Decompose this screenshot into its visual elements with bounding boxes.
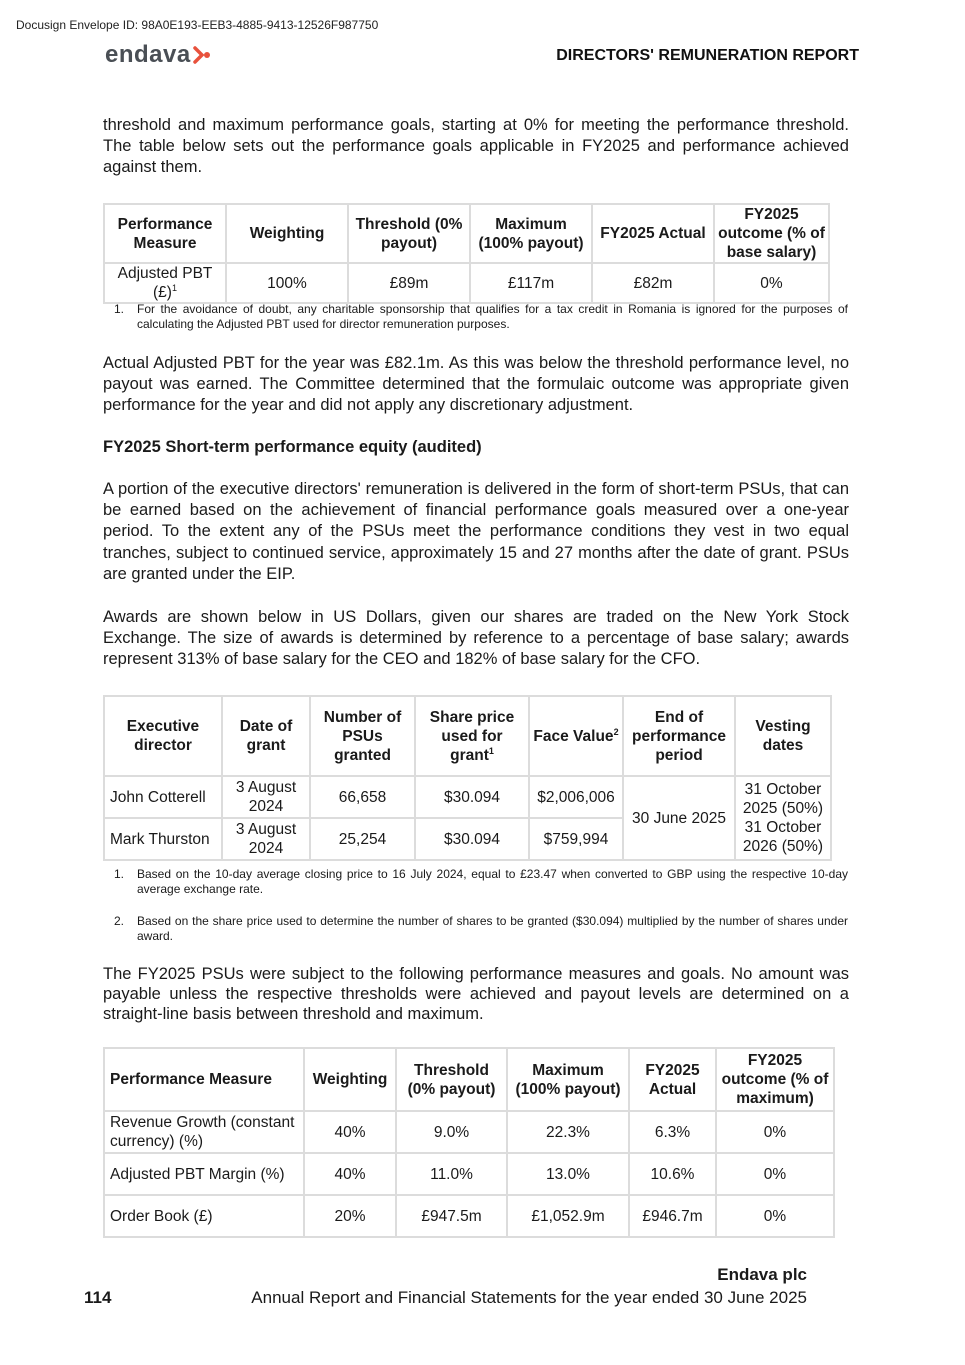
- pbt-header-threshold: Threshold (0% payout): [348, 204, 470, 263]
- pbt-header-measure: Performance Measure: [104, 204, 226, 263]
- measures-cell-measure: Order Book (£): [104, 1195, 304, 1237]
- psu-cell-face-value: $759,994: [529, 818, 623, 860]
- measures-cell-actual: 10.6%: [629, 1153, 716, 1195]
- pbt-cell-measure: Adjusted PBT (£)$^1$: [104, 263, 226, 303]
- psu-cell-number: 66,658: [310, 776, 415, 818]
- measures-cell-threshold: 11.0%: [396, 1153, 507, 1195]
- logo-mark-icon: [193, 46, 211, 64]
- measures-cell-outcome: 0%: [716, 1111, 834, 1153]
- psu-cell-number: 25,254: [310, 818, 415, 860]
- measures-cell-maximum: 13.0%: [507, 1153, 629, 1195]
- measures-cell-threshold: 9.0%: [396, 1111, 507, 1153]
- pbt-performance-table: [103, 203, 830, 304]
- psu-cell-director: John Cotterell: [104, 776, 222, 818]
- measures-cell-maximum: £1,052.9m: [507, 1195, 629, 1237]
- vesting-date-2: 31 October 2026 (50%): [742, 819, 824, 855]
- psu-cell-director: Mark Thurston: [104, 818, 222, 860]
- psu-header-end-period: End of performance period: [623, 696, 735, 776]
- measures-cell-actual: £946.7m: [629, 1195, 716, 1237]
- measures-cell-measure: Adjusted PBT Margin (%): [104, 1153, 304, 1195]
- measures-cell-measure: Revenue Growth (constant currency) (%): [104, 1111, 304, 1153]
- measures-cell-weighting: 40%: [304, 1111, 396, 1153]
- psu-header-face-value: Face Value$^2$: [529, 696, 623, 776]
- psu-cell-face-value: $2,006,006: [529, 776, 623, 818]
- footer-report-title: Annual Report and Financial Statements for the year ended 30 June 2025: [251, 1288, 807, 1307]
- psu-cell-date: 3 August 2024: [222, 776, 310, 818]
- pbt-header-maximum: Maximum (100% payout): [470, 204, 592, 263]
- psu-heading: FY2025 Short-term performance equity (audited): [103, 438, 482, 456]
- psu-cell-date: 3 August 2024: [222, 818, 310, 860]
- section-title: DIRECTORS' REMUNERATION REPORT: [556, 47, 859, 64]
- pbt-header-weighting: Weighting: [226, 204, 348, 263]
- logo-text: endava: [105, 41, 191, 68]
- measures-cell-threshold: £947.5m: [396, 1195, 507, 1237]
- psu-paragraph-2: Awards are shown below in US Dollars, given our shares are traded on the New York Stock Exchange. The size of awards is determined by reference to a percentage of base salary; awards represent 313% of base salary for the CEO and 182% of base salary for the CFO.: [103, 608, 849, 669]
- psu-cell-share-price: $30.094: [415, 818, 529, 860]
- vesting-date-1: 31 October 2025 (50%): [742, 781, 824, 817]
- psu-cell-end-period: 30 June 2025: [623, 776, 735, 860]
- psu-header-date: Date of grant: [222, 696, 310, 776]
- pbt-cell-actual: £82m: [592, 263, 714, 303]
- measures-header-threshold: Threshold (0% payout): [396, 1048, 507, 1111]
- measures-cell-weighting: 40%: [304, 1153, 396, 1195]
- measures-header-measure: Performance Measure: [104, 1048, 304, 1111]
- pbt-header-outcome: FY2025 outcome (% of base salary): [714, 204, 829, 263]
- psu-measures-table: [103, 1047, 835, 1238]
- psu-header-director: Executive director: [104, 696, 222, 776]
- page-number: 114: [84, 1288, 112, 1307]
- measures-header-weighting: Weighting: [304, 1048, 396, 1111]
- table-row: [104, 1195, 834, 1237]
- pbt-cell-outcome: 0%: [714, 263, 829, 303]
- table-row: [104, 1153, 834, 1195]
- endava-logo: [105, 40, 211, 70]
- measures-header-maximum: Maximum (100% payout): [507, 1048, 629, 1111]
- table-row: [104, 776, 831, 818]
- measures-cell-weighting: 20%: [304, 1195, 396, 1237]
- psu-header-vesting: Vesting dates: [735, 696, 831, 776]
- psu-paragraph-1: A portion of the executive directors' remuneration is delivered in the form of short-term PSUs, that can be earned based on the achievement of financial performance goals measured over a one-year period. To the extent any of the PSUs meet the performance conditions they vest in two equal tranches, subject to continued service, approximately 15 and 27 months after the date of grant. PSUs are granted under the EIP.: [103, 480, 849, 583]
- psu-grant-table: [103, 695, 832, 861]
- pbt-cell-maximum: £117m: [470, 263, 592, 303]
- measures-cell-outcome: 0%: [716, 1153, 834, 1195]
- psu-header-number: Number of PSUs granted: [310, 696, 415, 776]
- footer-company: Endava plc: [717, 1265, 807, 1284]
- psu-footnote-1: 1. Based on the 10-day average closing price to 16 July 2024, equal to £23.47 when converted to GBP using the respective 10-day average exchange rate.: [114, 867, 848, 896]
- measures-header-actual: FY2025 Actual: [629, 1048, 716, 1111]
- pbt-footnote: 1. For the avoidance of doubt, any charitable sponsorship that qualifies for a tax credit in Romania is ignored for the purposes of calculating the Adjusted PBT used for director remuneration purposes.: [114, 302, 848, 331]
- measures-paragraph: The FY2025 PSUs were subject to the following performance measures and goals. No amount was payable unless the respective thresholds were achieved and payout levels are determined on a straight-line basis between threshold and maximum.: [103, 965, 849, 1023]
- table-row: [104, 263, 829, 303]
- psu-footnote-2: 2. Based on the share price used to determine the number of shares to be granted ($30.094) multiplied by the number of shares under award.: [114, 914, 848, 943]
- pbt-result-paragraph: Actual Adjusted PBT for the year was £82.1m. As this was below the threshold performance level, no payout was earned. The Committee determined that the formulaic outcome was appropriate given performance for the year and did not apply any discretionary adjustment.: [103, 354, 849, 415]
- measures-cell-outcome: 0%: [716, 1195, 834, 1237]
- docusign-envelope-id: Docusign Envelope ID: 98A0E193-EEB3-4885-9413-12526F987750: [16, 18, 379, 32]
- measures-cell-maximum: 22.3%: [507, 1111, 629, 1153]
- psu-cell-share-price: $30.094: [415, 776, 529, 818]
- measures-cell-actual: 6.3%: [629, 1111, 716, 1153]
- measures-header-outcome: FY2025 outcome (% of maximum): [716, 1048, 834, 1111]
- pbt-cell-threshold: £89m: [348, 263, 470, 303]
- pbt-cell-weighting: 100%: [226, 263, 348, 303]
- psu-header-share-price: Share price used for grant$^1$: [415, 696, 529, 776]
- psu-cell-vesting: [735, 776, 831, 860]
- intro-paragraph: threshold and maximum performance goals, starting at 0% for meeting the performance threshold. The table below sets out the performance goals applicable in FY2025 and performance achieved against them.: [103, 116, 849, 177]
- table-row: [104, 1111, 834, 1153]
- pbt-header-actual: FY2025 Actual: [592, 204, 714, 263]
